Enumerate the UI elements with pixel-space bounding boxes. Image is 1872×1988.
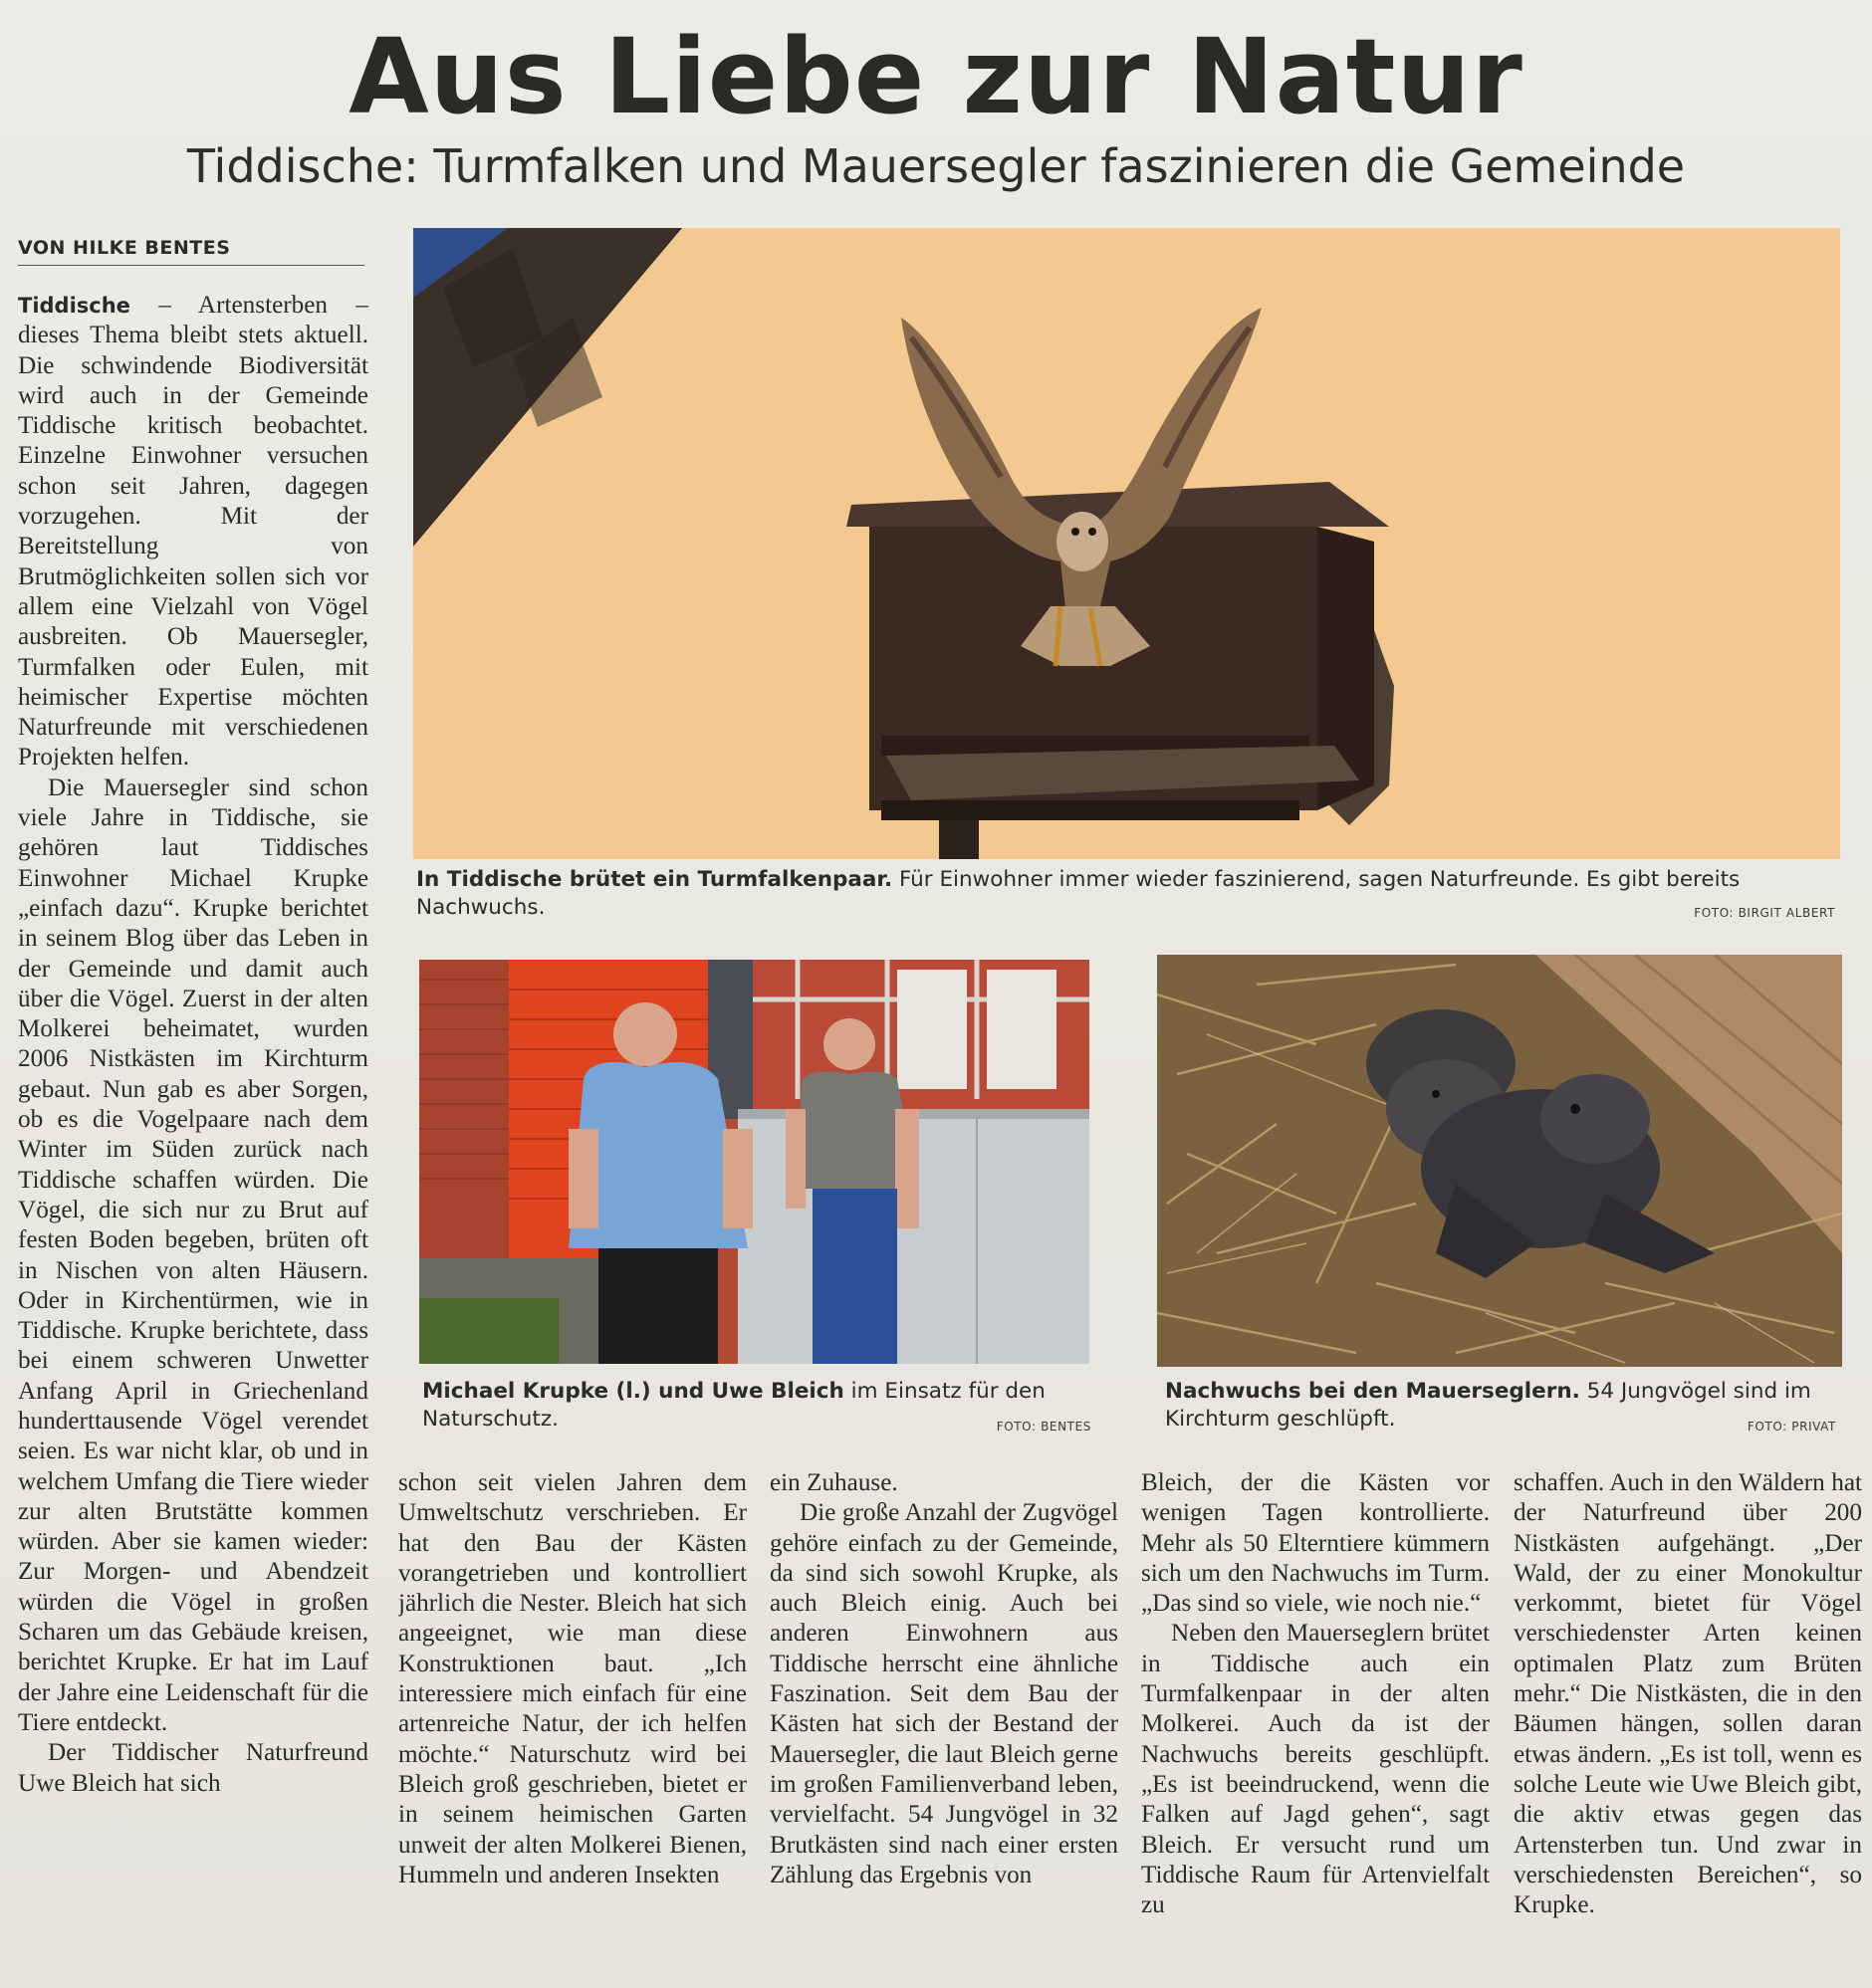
- chicks-illustration: [1157, 955, 1842, 1367]
- column-4-text-2: Neben den Mauerseglern brütet in Tiddische auch ein Turmfalkenpaar in der alten Molkerei. Auch da ist der Nachwuchs bereits geschlüpft. „Es ist beeindruckend, wenn die Falken auf Jagd gehen“, sagt Bleich. Er versucht rund um Tiddische Raum für Artenvielfalt zu: [1141, 1620, 1490, 1919]
- paragraph-2: Die Mauersegler sind schon viele Jahre in Tiddische, sie gehören laut Tiddisches Einwohner Michael Krupke „einfach dazu“. Krupke berichtet in seinem Blog über das Leben in der Gemeinde und damit auch über die Vögel. Zuerst in der alten Molkerei beheimatet, wurden 2006 Nistkästen im Kirchturm gebaut. Nun gab es aber Sorgen, ob es die Vogelpaare nach dem Winter im Süden zurück nach Tiddische schaffen würden. Die Vögel, die sich nur zu Brut auf festen Boden begeben, brüten oft in Nischen von alten Häusern. Oder in Kirchentürmen, wie in Tiddische. Krupke berichtete, dass bei einem schweren Unwetter Anfang April in Griechenland hunderttausende Vögel verendet seien. Es war nicht klar, ob und in welchem Umfang die Tiere wieder zur alten Brutstätte kommen würden. Aber sie kamen wieder: Zur Morgen- und Abendzeit würden die Vögel in großen Scharen um das Gebäude kreisen, berichtet Krupke. Er hat im Lauf der Jahre eine Leidenschaft für die Tiere entdeckt.: [18, 773, 368, 1736]
- people-illustration: [419, 960, 1089, 1364]
- column-2-text: schon seit vielen Jahren dem Umweltschutz verschrieben. Er hat den Bau der Kästen vorangetrieben und kontrolliert jährlich die Nester. Bleich hat sich angeeignet, wie man diese Konstruktionen baut. „Ich interessiere mich einfach für eine artenreiche Natur, der ich helfen möchte.“ Naturschutz wird bei Bleich groß geschrieben, bietet er in seinem heimischen Garten unweit der alten Molkerei Bienen, Hummeln und anderen Insekten: [398, 1469, 747, 1888]
- caption-chicks-bold: Nachwuchs bei den Mauerseglern.: [1165, 1379, 1580, 1404]
- photo-people: [419, 960, 1089, 1364]
- kestrel-illustration: [413, 228, 1840, 859]
- paragraph-3: Der Tiddischer Naturfreund Uwe Bleich hat sich: [18, 1739, 368, 1797]
- photo-kestrel: [413, 228, 1840, 859]
- article-column-5: [1514, 1468, 1862, 1966]
- column-3-text-1: ein Zuhause.: [770, 1469, 898, 1496]
- caption-people-text: im Einsatz für den Naturschutz.: [422, 1379, 1046, 1432]
- subheadline: Tiddische: Turmfalken und Mauersegler faszinieren die Gemeinde: [186, 139, 1686, 193]
- article-column-1: [18, 291, 368, 1963]
- article-column-4: [1141, 1468, 1490, 1966]
- credit-main: FOTO: BIRGIT ALBERT: [1694, 906, 1835, 920]
- article-column-2: [398, 1468, 747, 1966]
- column-4-text-1: Bleich, der die Kästen vor wenigen Tagen kontrollierte. Mehr als 50 Elterntiere kümmern sich um den Nachwuchs im Turm. „Das sind so viele, wie noch nie.“: [1141, 1469, 1490, 1618]
- dateline: Tiddische: [18, 294, 130, 318]
- column-5-text: schaffen. Auch in den Wäldern hat der Naturfreund über 200 Nistkästen aufgehängt. „Der Wald, der zu einer Monokultur verkommt, bietet für Vögel verschiedenster Arten keinen optimalen Platz zum Brüten mehr.“ Die Nistkästen, die in den Bäumen hängen, sollen daran etwas ändern. „Es ist toll, wenn es solche Leute wie Uwe Bleich gibt, die aktiv etwas gegen das Artensterben tun. Und zwar in verschiedensten Bereichen“, so Krupke.: [1514, 1469, 1862, 1919]
- paragraph-1: – Artensterben – dieses Thema bleibt stets aktuell. Die schwindende Biodiversität wird auch in der Gemeinde Tiddische kritisch beobachtet. Einzelne Einwohner versuchen schon seit Jahren, dagegen vorzugehen. Mit der Bereitstellung von Brutmöglichkeiten sollen sich vor allem eine Vielzahl von Vögel ausbreiten. Ob Mauersegler, Turmfalken oder Eulen, mit heimischer Expertise möchten Naturfreunde mit verschiedenen Projekten helfen.: [18, 292, 368, 772]
- caption-main-text: Für Einwohner immer wieder faszinierend, sagen Naturfreunde. Es gibt bereits Nachwuchs.: [416, 867, 1741, 920]
- photo-chicks: [1157, 955, 1842, 1367]
- credit-people: FOTO: BENTES: [996, 1420, 1091, 1434]
- byline: VON HILKE BENTES: [18, 237, 364, 266]
- caption-chicks-text: 54 Jungvögel sind im Kirchturm geschlüpft.: [1165, 1379, 1811, 1432]
- headline: Aus Liebe zur Natur: [349, 16, 1523, 137]
- column-3-text-2: Die große Anzahl der Zugvögel gehöre einfach zu der Gemeinde, da sind sich sowohl Krupke, als auch Bleich einig. Auch bei anderen Einwohnern aus Tiddische herrscht eine ähnliche Faszination. Seit dem Bau der Kästen hat sich der Bestand der Mauersegler, die laut Bleich gerne im großen Familienverband leben, vervielfacht. 54 Jungvögel in 32 Brutkästen sind nach einer ersten Zählung das Ergebnis von: [770, 1499, 1118, 1888]
- caption-people-bold: Michael Krupke (l.) und Uwe Bleich: [422, 1379, 844, 1404]
- credit-chicks: FOTO: PRIVAT: [1747, 1420, 1836, 1434]
- caption-main-bold: In Tiddische brütet ein Turmfalkenpaar.: [416, 867, 893, 892]
- article-column-3: [770, 1468, 1118, 1966]
